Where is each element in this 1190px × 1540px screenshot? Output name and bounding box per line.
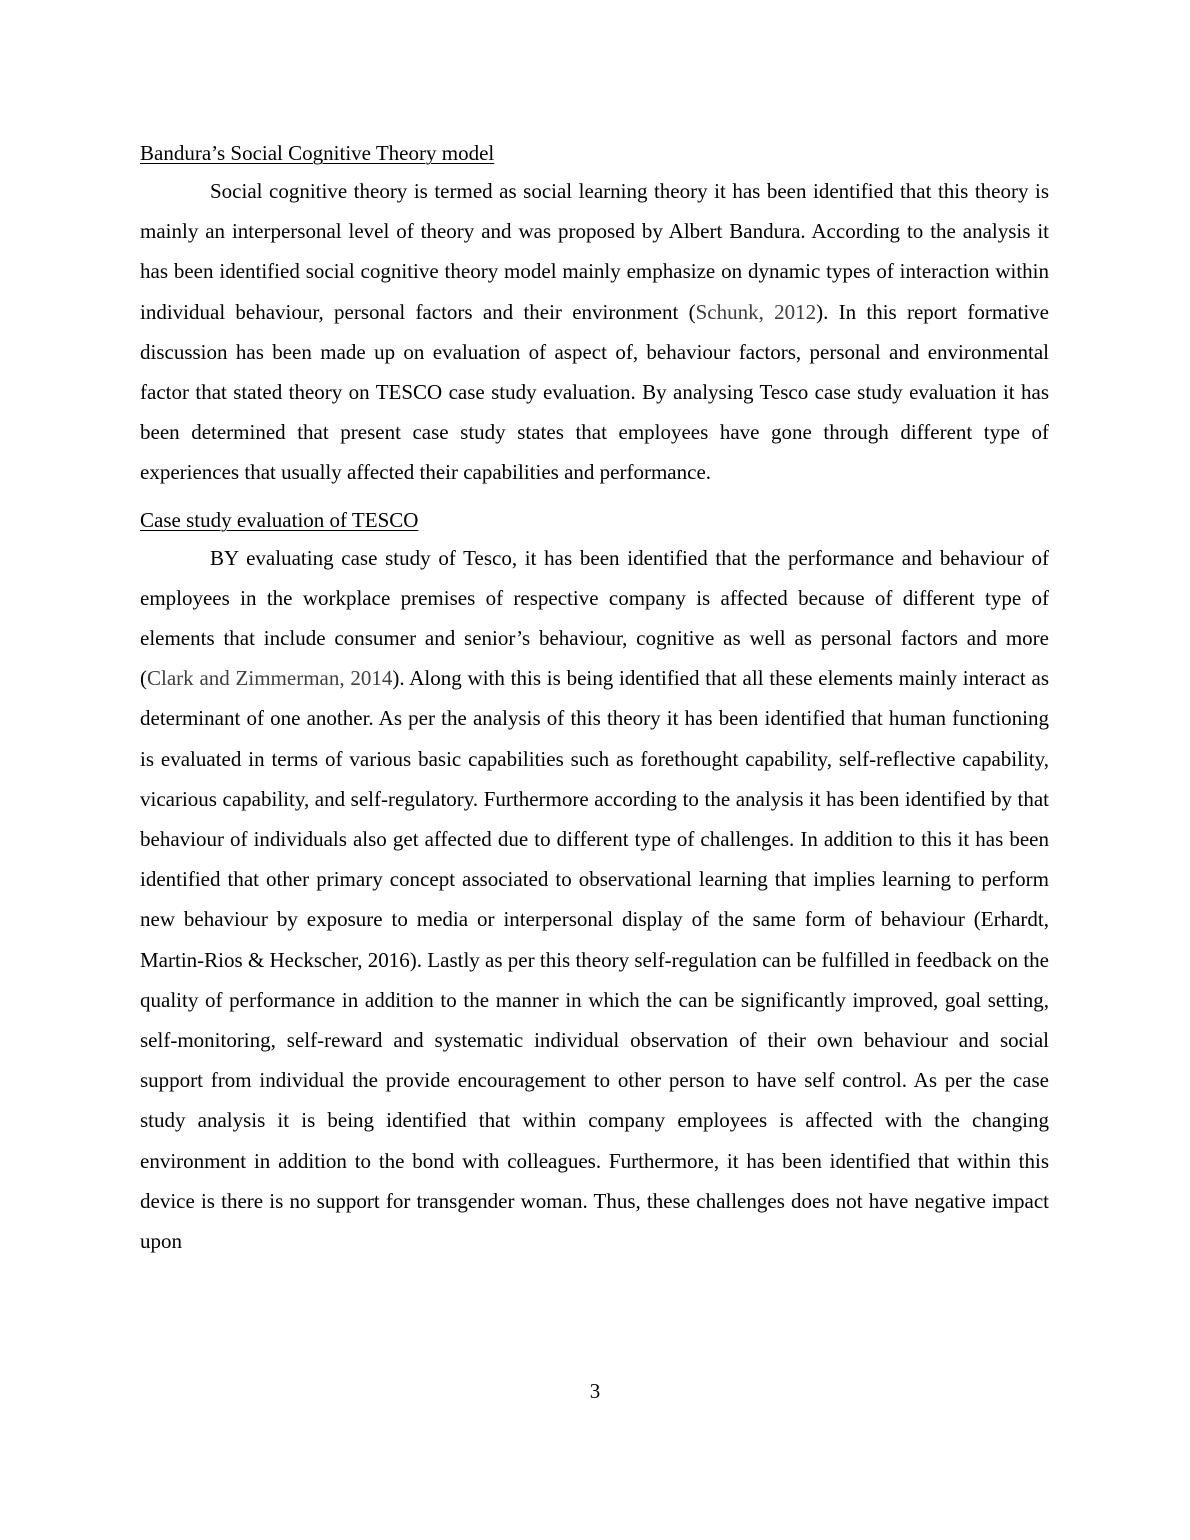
paragraph-text: Social cognitive theory is termed as social learning theory it has been identified that this theory is mainly an interpersonal level of theory and was proposed by Albert Bandura. According to the analysis it has been identified social cognitive theory model mainly emphasize on dynamic types of interaction within individual behaviour, personal factors and their environment ( bbox=[140, 179, 1049, 324]
paragraph-bandura bbox=[140, 171, 1049, 493]
paragraph-text: ). In this report formative discussion has been made up on evaluation of aspect of, behaviour factors, personal and environmental factor that stated theory on TESCO case study evaluation. By analysing Tesco case study evaluation it has been determined that present case study states that employees have gone through different type of experiences that usually affected their capabilities and performance. bbox=[140, 299, 1050, 485]
section-heading-bandura: Bandura’s Social Cognitive Theory model bbox=[140, 141, 495, 165]
paragraph-text: BY evaluating case study of Tesco, it has been identified that the performance and behaviour of employees in the workplace premises of respective company is affected because of different type of elements that include consumer and senior’s behaviour, cognitive as well as personal factors and more ( bbox=[140, 545, 1049, 691]
citation-schunk: Schunk, 2012 bbox=[695, 299, 817, 324]
section-heading-tesco: Case study evaluation of TESCO bbox=[140, 507, 419, 532]
paragraph-tesco bbox=[140, 538, 1049, 1262]
page-number: 3 bbox=[589, 1379, 601, 1403]
citation-clark-zimmerman: Clark and Zimmerman, 2014 bbox=[147, 666, 393, 691]
page-content bbox=[140, 136, 1049, 1261]
paragraph-text: ). Along with this is being identified that all these elements mainly interact as determinant of one another. As per the analysis of this theory it has been identified that human functioning is evaluated in terms of various basic capabilities such as forethought capability, self-reflective capability, vicarious capability, and self-regulatory. Furthermore according to the analysis it has been identified by that behaviour of individuals also get affected due to different type of challenges. In addition to this it has been identified that other primary concept associated to observational learning that implies learning to perform new behaviour by exposure to media or interpersonal display of the same form of behaviour (Erhardt, Martin-Rios & Heckscher, 2016). Lastly as per this theory self-regulation can be fulfilled in feedback on the quality of performance in addition to the manner in which the can be significantly improved, goal setting, self-monitoring, self-reward and systematic individual observation of their own behaviour and social support from individual the provide encouragement to other person to have self control. As per the case study analysis it is being identified that within company employees is affected with the changing environment in addition to the bond with colleagues. Furthermore, it has been identified that within this device is there is no support for transgender woman. Thus, these challenges does not have negative impact upon bbox=[140, 666, 1050, 1254]
